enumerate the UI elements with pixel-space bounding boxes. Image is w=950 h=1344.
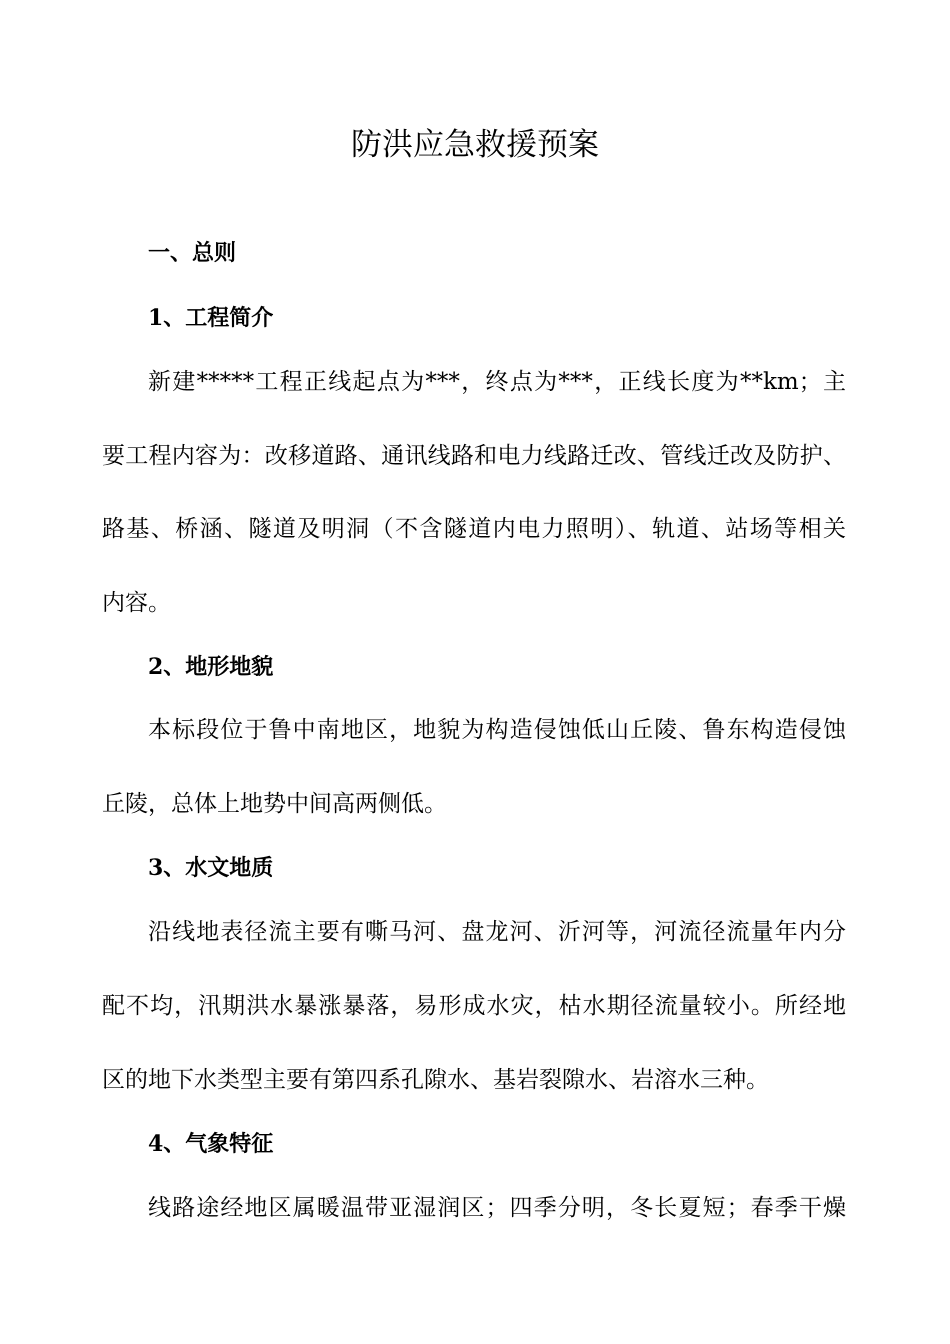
paragraph-line: 内容。	[102, 590, 171, 616]
paragraph-line: 路基、桥涵、隧道及明洞（不含隧道内电力照明）、轨道、站场等相关	[102, 516, 846, 542]
paragraph-line: 配不均，汛期洪水暴涨暴落，易形成水灾，枯水期径流量较小。所经地	[102, 993, 846, 1019]
paragraph-line: 本标段位于鲁中南地区，地貌为构造侵蚀低山丘陵、鲁东构造侵蚀	[148, 717, 846, 743]
subsection-heading: 3、水文地质	[148, 855, 274, 881]
document-title: 防洪应急救援预案	[351, 127, 599, 163]
section-heading: 一、总则	[148, 240, 237, 266]
paragraph-line: 线路途经地区属暖温带亚湿润区；四季分明，冬长夏短；春季干燥	[148, 1195, 846, 1221]
paragraph-line: 丘陵，总体上地势中间高两侧低。	[102, 791, 447, 817]
subsection-heading: 1、工程简介	[148, 305, 274, 331]
paragraph-line: 沿线地表径流主要有嘶马河、盘龙河、沂河等，河流径流量年内分	[148, 919, 846, 945]
paragraph-line: 区的地下水类型主要有第四系孔隙水、基岩裂隙水、岩溶水三种。	[102, 1067, 769, 1093]
paragraph-line: 新建*****工程正线起点为***，终点为***，正线长度为**km；主	[148, 369, 846, 395]
subsection-heading: 4、气象特征	[148, 1131, 274, 1157]
subsection-heading: 2、地形地貌	[148, 654, 274, 680]
paragraph-line: 要工程内容为：改移道路、通讯线路和电力线路迁改、管线迁改及防护、	[102, 443, 846, 469]
